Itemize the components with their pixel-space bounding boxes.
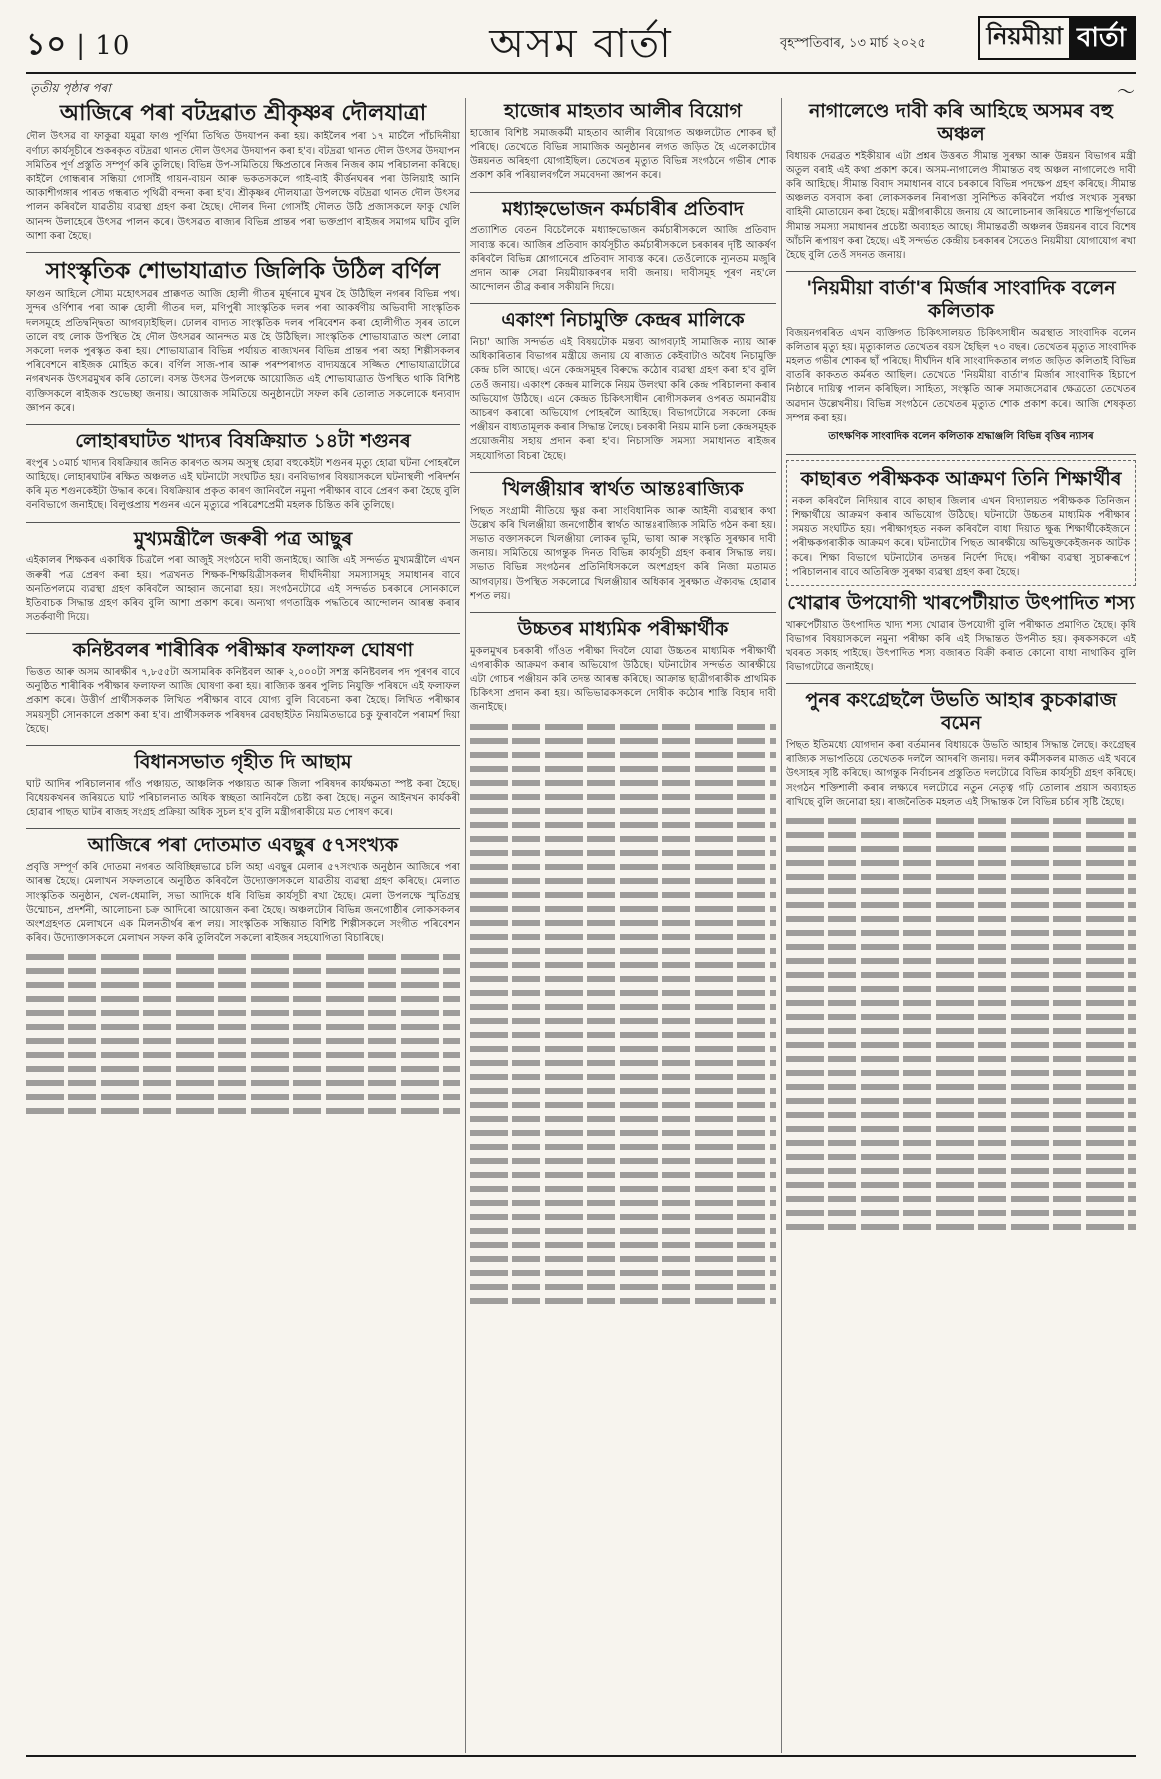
text-continuation	[786, 818, 1136, 1230]
article	[786, 100, 1136, 263]
article-headline: উচ্চতৰ মাধ্যমিক পৰীক্ষাৰ্থীক	[517, 617, 729, 640]
article-divider	[786, 271, 1136, 272]
article-body: পিছত ইতিমধ্যে যোগদান কৰা বৰ্তমানৰ বিধায়কে উভতি আহাৰ সিদ্ধান্ত লৈছে। কংগ্ৰেছৰ ৰাজ্যিক সভাপতিয়ে তেখেতক দললৈ আদৰণি জনায়। দলৰ কৰ্মীসকলৰ মাজত এই খবৰে উৎসাহৰ সৃষ্টি কৰিছে। আগন্তুক নিৰ্বাচনৰ প্ৰস্তুতিত দলটোৱে বিভিন্ন কাৰ্যসূচী গ্ৰহণ কৰিছে। সংগঠন শক্তিশালী কৰাৰ লক্ষ্যৰে দলটোৱে নতুন নেতৃত্ব গঢ়ি তোলাৰ প্ৰয়াস অব্যাহত ৰাখিছে বুলি জনোৱা হয়। ৰাজনৈতিক মহলত এই সিদ্ধান্তক লৈ বিভিন্ন চৰ্চাৰ সৃষ্টি হৈছে।	[786, 740, 1136, 808]
article-body: পিছত সংগ্ৰামী নীতিয়ে ক্ষুণ্ণ কৰা সাংবিধানিক আৰু আইনী ব্যৱস্থাৰ কথা উল্লেখ কৰি খিলঞ্জীয়া জনগোষ্ঠীৰ স্বাৰ্থত আন্তঃৰাজ্যিক সমিতি গঠন কৰা হয়। সভাত বক্তাসকলে খিলঞ্জীয়া লোকৰ ভূমি, ভাষা আৰু সংস্কৃতি সুৰক্ষাৰ দাবী জনায়। সমিতিয়ে আগন্তুক দিনত বিভিন্ন কাৰ্যসূচী গ্ৰহণ কৰাৰ সিদ্ধান্ত লয়। সভাত বিভিন্ন সংগঠনৰ প্ৰতিনিধিসকলে অংশগ্ৰহণ কৰি নিজা মতামত আগবঢ়ায়। উপস্থিত সকলোৱে খিলঞ্জীয়াৰ অধিকাৰ সুৰক্ষাত ঐক্যবদ্ধ হোৱাৰ শপত লয়।	[470, 505, 776, 602]
text-continuation	[470, 724, 776, 1304]
footer-rule	[26, 1755, 1136, 1757]
article-divider	[26, 745, 460, 746]
article-body: মুকলমুখৰ চৰকাৰী গাঁওত পৰীক্ষা দিবলৈ যোৱা উচ্চতৰ মাধ্যমিক পৰীক্ষাৰ্থী এগৰাকীক আক্ৰমণ কৰাৰ অভিযোগ উঠিছে। ঘটনাটোৰ সন্দৰ্ভত আৰক্ষীয়ে এটা গোচৰ পঞ্জীয়ন কৰি তদন্ত আৰম্ভ কৰিছে। আক্ৰান্ত ছাত্ৰীগৰাকীক প্ৰাথমিক চিকিৎসা প্ৰদান কৰা হয়। অভিভাৱকসকলে দোষীক কঠোৰ শাস্তি বিহাৰ দাবী জনাইছে।	[470, 645, 776, 714]
article-headline: খিলঞ্জীয়াৰ স্বাৰ্থত আন্তঃৰাজ্যিক	[502, 477, 744, 500]
dateline: বৃহস্পতিবাৰ, ১৩ মাৰ্চ ২০২৫	[780, 36, 926, 51]
article-divider	[470, 192, 776, 193]
article-divider	[786, 454, 1136, 455]
article-headline: আজিৰে পৰা বটদ্ৰৱাত শ্ৰীকৃষ্ণৰ দৌলযাত্ৰা	[59, 100, 427, 126]
column-left	[26, 98, 460, 1753]
article-divider	[26, 424, 460, 425]
article-body: এইকালৰ শিক্ষকৰ একাধিক চিত্ৰলৈ পৰা আজুই সংগঠনে দাবী জনাইছে। আজি এই সন্দৰ্ভত মুখ্যমন্ত্ৰীলৈ এখন জৰুৰী পত্ৰ প্ৰেৰণ কৰা হয়। পত্ৰখনত শিক্ষক-শিক্ষয়িত্ৰীসকলৰ দীৰ্ঘদিনীয়া সমস্যাসমূহ সমাধানৰ বাবে অনতিপলমে ব্যৱস্থা গ্ৰহণ কৰিবলৈ আহ্বান জনোৱা হয়। সংগঠনটোৱে এই সন্দৰ্ভত চৰকাৰে সোনকালে ইতিবাচক সিদ্ধান্ত গ্ৰহণ কৰিব বুলি আশা প্ৰকাশ কৰে। অন্যথা গণতান্ত্ৰিক পদ্ধতিৰে আন্দোলন আৰম্ভ কৰাৰ সতৰ্কবাণী দিয়ে।	[26, 555, 460, 624]
article-body: ৰংপুৰ ১০মাৰ্চ খাদ্যৰ বিষক্ৰিয়াৰ জনিত কাৰণত অসম অসুস্থ হোৱা বহুকেইটা শগুনৰ মৃত্যু হোৱা ঘটনা পোহৰলৈ আহিছে। লোহাৰঘাটৰ ৰক্ষিত অঞ্চলত এই ঘটনাটো সংঘটিত হয়। বনবিভাগৰ বিষয়াসকলে ঘটনাস্থলী পৰিদৰ্শন কৰি মৃত শগুনকেইটা উদ্ধাৰ কৰে। বিষক্ৰিয়াৰ প্ৰকৃত কাৰণ জানিবলৈ নমুনা পৰীক্ষাৰ বাবে প্ৰেৰণ কৰা হৈছে বুলি বনবিভাগে জনাইছে। বিলুপ্তপ্ৰায় শগুনৰ এনে মৃত্যুৱে পৰিৱেশপ্ৰেমী মহলক চিন্তিত কৰি তুলিছে।	[26, 457, 460, 512]
article-headline: আজিৰে পৰা দোতমাত এবছুৰ ৫৭সংখ্যক	[87, 834, 399, 857]
article	[470, 478, 776, 604]
section-title: অসম বাৰ্তা	[489, 21, 673, 67]
page-number-english: 10	[95, 31, 131, 61]
article-boxed	[786, 460, 1136, 586]
article-body: ঘাট আদিৰ পৰিচালনাৰ গাঁও পঞ্চায়ত, আঞ্চলিক পঞ্চায়ত আৰু জিলা পৰিষদৰ কাৰ্যক্ষমতা স্পষ্ট কৰা হৈছে। বিধেয়কখনৰ জৰিয়তে ঘাট পৰিচালনাত অধিক স্বচ্ছতা আনিবলৈ চেষ্টা কৰা হৈছে। নতুন আইনখন কাৰ্যকৰী হোৱাৰ পাছত ঘাটৰ ৰাজহ সংগ্ৰহ প্ৰক্ৰিয়া অধিক সুচল হ'ব বুলি মন্ত্ৰীগৰাকীয়ে মত পোষণ কৰে।	[26, 778, 460, 819]
text-continuation	[26, 954, 460, 1114]
article-headline: সাংস্কৃতিক শোভাযাত্ৰাত জিলিকি উঠিল বৰ্ণিল	[45, 257, 441, 284]
newspaper-logo	[978, 16, 1136, 60]
article-body: খাৰুপেটীয়াত উৎপাদিত খাদ্য শস্য খোৱাৰ উপযোগী বুলি পৰীক্ষাত প্ৰমাণিত হৈছে। কৃষি বিভাগৰ বিষয়াসকলে নমুনা পৰীক্ষা কৰি এই সিদ্ধান্তত উপনীত হয়। কৃষকসকলে এই খবৰত সকাহ পাইছে। উৎপাদিত শস্য বজাৰত বিক্ৰী কৰাত কোনো বাধা নাথাকিব বুলি বিভাগটোৱে জনাইছে।	[786, 619, 1136, 674]
logo-text-right: বাৰ্তা	[1069, 18, 1134, 58]
masthead-rule	[26, 72, 1136, 74]
article-body: ভিত্তত আৰু অসম আৰক্ষীৰ ৭,৮৫৫টা অসামৰিক কনিষ্টবল আৰু ২,০০০টা সশস্ত্ৰ কনিষ্টবলৰ পদ পূৰণৰ বাবে অনুষ্ঠিত শাৰীৰিক পৰীক্ষাৰ ফলাফল আজি ঘোষণা কৰা হয়। ৰাজ্যিক স্তৰৰ পুলিচ নিযুক্তি পৰিষদে এই ফলাফল প্ৰকাশ কৰে। উত্তীৰ্ণ প্ৰাৰ্থীসকলক লিখিত পৰীক্ষাৰ বাবে যোগ্য বুলি বিবেচনা কৰা হৈছে। লিখিত পৰীক্ষাৰ সময়সূচী সোনকালে প্ৰকাশ কৰা হ'ব। প্ৰাৰ্থীসকলক পৰিষদৰ ৱেবছাইটত নিয়মিতভাৱে চকু ফুৰাবলৈ পৰামৰ্শ দিয়া হৈছে।	[26, 667, 460, 735]
article-body: বিজয়নগৰৰিত এখন ব্যক্তিগত চিকিৎসালয়ত চিকিৎসাধীন অৱস্থাত সাংবাদিক বলেন কলিতাৰ মৃত্যু হয়। মৃত্যুকালত তেখেতৰ বয়স হৈছিল ৭০ বছৰ। তেখেতৰ মৃত্যুত সাংবাদিক মহলত গভীৰ শোকৰ ছাঁ পৰিছে। দীৰ্ঘদিন ধৰি সাংবাদিকতাৰ লগত জড়িত কলিতাই বিভিন্ন বাতৰি কাকতত কৰ্মৰত আছিল। তেখেতে 'নিয়মীয়া বাৰ্তা'ৰ মিৰ্জাৰ সাংবাদিক হিচাপে নিষ্ঠাৰে দায়িত্ব পালন কৰিছিল। সাহিত্য, সংস্কৃতি আৰু সমাজসেৱাৰ ক্ষেত্ৰতো তেখেতৰ অৱদান উল্লেখনীয়। বিভিন্ন সংগঠনে তেখেতৰ মৃত্যুত শোক প্ৰকাশ কৰে। আজি শেষকৃত্য সম্পন্ন কৰা হয়।	[786, 327, 1136, 424]
continued-label: তৃতীয় পৃষ্ঠাৰ পৰা	[30, 81, 111, 95]
article-divider	[786, 683, 1136, 684]
article	[786, 592, 1136, 676]
article-body: নিচা' আজি সন্দৰ্ভত এই বিষয়টোক মন্তব্য আগবঢ়াই সামাজিক ন্যায় আৰু অধিকাৰিতাৰ বিভাগৰ মন্ত্ৰীয়ে জনায় যে ৰাজ্যত কেইবাটাও অবৈধ নিচামুক্তি কেন্দ্ৰ চলি আছে। এনে কেন্দ্ৰসমূহৰ বিৰুদ্ধে কঠোৰ ব্যৱস্থা গ্ৰহণ কৰা হ'ব বুলি তেওঁ জনায়। একাংশ কেন্দ্ৰৰ মালিকে নিয়ম উলংঘা কৰি কেন্দ্ৰ পৰিচালনা কৰাৰ অভিযোগ উঠিছে। এনে কেন্দ্ৰত চিকিৎসাধীন ৰোগীসকলৰ ওপৰত অমানৱীয় আচৰণ কৰাৰো অভিযোগ পোহৰলৈ আহিছে। বিভাগটোৱে সকলো কেন্দ্ৰ পঞ্জীয়ন বাধ্যতামূলক কৰাৰ সিদ্ধান্ত লৈছে। চৰকাৰী নিয়ম মানি চলা কেন্দ্ৰসমূহক প্ৰয়োজনীয় সহায় প্ৰদান কৰা হ'ব। নিচাসক্তি সমস্যা সমাধানত ৰাইজৰ সহযোগিতা বিচৰা হৈছে।	[470, 337, 776, 462]
article	[470, 198, 776, 296]
article	[26, 430, 460, 514]
article-headline: কাছাৰত পৰীক্ষকক আক্ৰমণ তিনি শিক্ষাৰ্থীৰ	[800, 468, 1122, 490]
article-headline: লোহাৰঘাটত খাদ্যৰ বিষক্ৰিয়াত ১৪টা শগুনৰ	[75, 429, 411, 452]
article	[26, 258, 460, 416]
page-number: ১০ | 10	[26, 27, 131, 62]
column-right	[786, 98, 1136, 1753]
article	[786, 277, 1136, 446]
article-body: বিধায়ক দেৱব্ৰত শইকীয়াৰ এটা প্ৰশ্নৰ উত্তৰত সীমান্ত সুৰক্ষা আৰু উন্নয়ন বিভাগৰ মন্ত্ৰী অতুল বৰাই এই কথা প্ৰকাশ কৰে। অসম-নাগালেণ্ড সীমান্তত বহু অঞ্চল নাগালেণ্ডে দাবী কৰি আহিছে। সীমান্ত বিবাদ সমাধানৰ বাবে চৰকাৰে বিভিন্ন পদক্ষেপ গ্ৰহণ কৰিছে। সীমান্ত অঞ্চলত বসবাস কৰা লোকসকলৰ নিৰাপত্তা সুনিশ্চিত কৰিবলৈ পৰ্যাপ্ত সংখ্যক সুৰক্ষা বাহিনী মোতায়েন কৰা হৈছে। মন্ত্ৰীগৰাকীয়ে জনায় যে আলোচনাৰ জৰিয়তে শান্তিপূৰ্ণভাৱে সীমান্ত সমস্যা সমাধানৰ প্ৰচেষ্টা অব্যাহত আছে। সীমান্তৱৰ্তী অঞ্চলৰ উন্নয়নৰ বাবে বিশেষ আঁচনি ৰূপায়ণ কৰা হৈছে। এই সন্দৰ্ভত কেন্দ্ৰীয় চৰকাৰৰ সৈতেও নিয়মীয়া যোগাযোগ ৰখা হৈছে বুলি তেওঁ সদনত জনায়।	[786, 150, 1136, 261]
article	[26, 751, 460, 820]
article-body: নকল কৰিবলৈ নিদিয়াৰ বাবে কাছাৰ জিলাৰ এখন বিদ্যালয়ত পৰীক্ষকক তিনিজন শিক্ষাৰ্থীয়ে আক্ৰমণ কৰাৰ অভিযোগ উঠিছে। ঘটনাটো উচ্চতৰ মাধ্যমিক পৰীক্ষাৰ সময়ত সংঘটিত হয়। পৰীক্ষাগৃহত নকল কৰিবলৈ বাধা দিয়াত ক্ষুব্ধ শিক্ষাৰ্থীকেইজনে পৰীক্ষকগৰাকীক আক্ৰমণ কৰে। ঘটনাটোৰ পিছত আৰক্ষীয়ে অভিযুক্তকেইজনক আটক কৰে। শিক্ষা বিভাগে ঘটনাটোৰ তদন্তৰ নিৰ্দেশ দিছে। পৰীক্ষা ব্যৱস্থা সুচাৰুৰূপে পৰিচালনাৰ বাবে অতিৰিক্ত সুৰক্ষা ব্যৱস্থা গ্ৰহণ কৰা হৈছে।	[792, 495, 1130, 578]
article	[470, 100, 776, 184]
article	[470, 309, 776, 463]
article	[26, 834, 460, 946]
article-divider	[470, 303, 776, 304]
article-headline: কনিষ্টবলৰ শাৰীৰিক পৰীক্ষাৰ ফলাফল ঘোষণা	[72, 639, 414, 662]
column-divider	[465, 98, 466, 1753]
article-headline: নাগালেণ্ডে দাবী কৰি আহিছে অসমৰ বহু অঞ্চল	[808, 100, 1114, 145]
article-headline: 'নিয়মীয়া বাৰ্তা'ৰ মিৰ্জাৰ সাংবাদিক বলেন কলিতাক	[806, 277, 1116, 322]
article-divider	[26, 828, 460, 829]
article-headline: খোৱাৰ উপযোগী খাৰপেটীয়াত উৎপাদিত শস্য	[787, 591, 1135, 614]
article-divider	[470, 612, 776, 613]
article-headline: মধ্যাহ্নভোজন কৰ্মচাৰীৰ প্ৰতিবাদ	[502, 197, 744, 220]
article	[26, 639, 460, 737]
column-divider	[781, 98, 782, 1753]
ornament-icon: 〜	[1117, 82, 1135, 103]
article-divider	[26, 252, 460, 253]
article-byline: তাৎক্ষণিক সাংবাদিক বলেন কলিতাক শ্ৰদ্ধাঞ্জলি বিভিন্ন বৃত্তিৰ ন্যাসৰ	[828, 431, 1094, 442]
article-body: দৌল উৎসৱ বা ফাকুৱা যমুৱা ফাগু পূৰ্ণিমা তিথিত উদযাপন কৰা হয়। কাইলৈৰ পৰা ১৭ মাৰ্চলৈ পাঁচদিনীয়া বৰ্ণাঢ্য কাৰ্যসূচীৰে শুকৰকৃত বটদ্ৰৱা থানত দৌল উৎসৱ উদযাপন কৰা হ'ব। বটদ্ৰৱা থানত দৌল উৎসৱ উদযাপন সমিতিৰ পূৰ্ণ প্ৰস্তুতি সম্পূৰ্ণ কৰি তুলিছে। বিভিন্ন উপ-সমিতিয়ে ক্ষিপ্ৰতাৰে নিজৰ নিজৰ কাম পৰিচালনা কৰিছে। কাইলৈ গোন্ধৰাৰ সন্ধিয়া গোসাঁই গায়ন-বায়ন আৰু ভকতসকলে গাই-বাই কীৰ্ত্তনঘৰৰ পৰা উলিয়াই আনি আকাশীগঙ্গাৰ পাৰত গন্ধৰাত পৃথিৱী বন্দনা কৰা হ'ব। শ্ৰীকৃষ্ণৰ দৌলযাত্ৰা উপলক্ষে বটদ্ৰৱা থানত দৌল উৎসৱ পালন কৰিবলৈ যাৱতীয় ব্যৱস্থা গ্ৰহণ কৰা হৈছে। দৌলৰ দিনা গোসাঁই দৌলত উঠি প্ৰজাসকলে ফাকু খেলি আনন্দ উলাহেৰে উৎসৱ পালন কৰে। উৎসৱত ৰাজ্যৰ বিভিন্ন প্ৰান্তৰ পৰা ভক্তপ্ৰাণ ৰাইজৰ সমাগম ঘটিব বুলি আশা কৰা হৈছে।	[26, 131, 460, 242]
article-headline: বিধানসভাত গৃহীত দি আছাম	[134, 750, 352, 773]
article	[470, 618, 776, 716]
page-number-assamese: ১০	[26, 27, 67, 62]
article-headline: মুখ্যমন্ত্ৰীলৈ জৰুৰী পত্ৰ আছুৰ	[133, 527, 353, 550]
article	[786, 689, 1136, 810]
article-body: ফাগুন আহিলে সৌম্য মহোৎসৱৰ প্ৰাক্কণত আজি হোলী গীতৰ মূৰ্ছনাৰে মুখৰ হৈ উঠিছিল নগৰৰ বিভিন্ন পথ। সুন্দৰ ওৰ্ণিশাৰ পৰা আৰু হোলী গীতৰ দল, মণিপুৰী সাংস্কৃতিক দলৰ পৰা আকৰ্ষণীয় অভিবাদী সাংস্কৃতিক দলসমূহে প্ৰতিদ্বন্দ্বিতা আগবঢ়াইছিল। ঢোলৰ বাদ্যত সাংস্কৃতিক দলৰ পৰিবেশন কৰা হোলীগীত সৃৰৰ তালে তালে বহু লোক উপস্থিত হৈ দৌল উৎসৱৰ আনন্দত মত্ত হৈ উঠিছিল। সাংস্কৃতিক শোভাযাত্ৰাত অংশ লোৱা সকলো দলক পুৰস্কৃত কৰা হয়। শোভাযাত্ৰাৰ বিভিন্ন পৰ্যায়ত ৰাজ্যখনৰ বিভিন্ন প্ৰান্তৰ পৰা অহা শিল্পীসকলৰ পৰিবেশনে ৰাইজক মোহিত কৰে। বৰ্ণিল সাজ-পাৰ আৰু পৰম্পৰাগত বাদ্যযন্ত্ৰৰে সজ্জিত শোভাযাত্ৰাটোৱে নগৰখনক উৎসৱমুখৰ কৰি তোলে। বসন্ত উৎসৱ উপলক্ষে আয়োজিত এই শোভাযাত্ৰাত উপস্থিত থাকি বিশিষ্ট ব্যক্তিসকলে ৰাইজক শুভেচ্ছা জনায়। আয়োজক সমিতিয়ে অনুষ্ঠানটো সফল কৰি তোলাত সকলোকে ধন্যবাদ জ্ঞাপন কৰে।	[26, 289, 460, 414]
article-headline: একাংশ নিচামুক্তি কেন্দ্ৰৰ মালিকে	[501, 309, 745, 332]
article-body: প্ৰত্যাশিত বেতন বিচেলৈকে মধ্যাহ্নভোজন কৰ্মচাৰীসকলে আজি প্ৰতিবাদ সাব্যস্ত কৰে। আজিৰ প্ৰতিবাদ কাৰ্যসূচীত কৰ্মচাৰীসকলে চৰকাৰৰ দৃষ্টি আকৰ্ষণ কৰিবলৈ বিভিন্ন শ্লোগানেৰে প্ৰতিবাদ সাব্যস্ত কৰে। তেওঁলোকে ন্যূনতম মজুৰি প্ৰদান আৰু সেৱা নিয়মীয়াকৰণৰ দাবী জনায়। দাবীসমূহ পূৰণ নহ'লে আন্দোলন তীব্ৰ কৰাৰ সকীয়নি দিয়ে।	[470, 225, 776, 294]
masthead	[26, 12, 1136, 70]
article-divider	[26, 633, 460, 634]
article-headline: পুনৰ কংগ্ৰেছলৈ উভতি আহাৰ কুচকাৱাজ বমেন	[805, 689, 1117, 735]
article-body: হাজোৰ বিশিষ্ট সমাজকৰ্মী মাহতাব আলীৰ বিয়োগত অঞ্চলটোত শোকৰ ছাঁ পৰিছে। তেখেতে বিভিন্ন সামাজিক অনুষ্ঠানৰ লগত জড়িত হৈ এলেকাটোৰ উন্নয়নত অৰিহণা যোগাইছিল। তেখেতৰ মৃত্যুত বিভিন্ন সংগঠনে গভীৰ শোক প্ৰকাশ কৰি পৰিয়ালবৰ্গলৈ সমবেদনা জ্ঞাপন কৰে।	[470, 127, 776, 182]
column-middle	[470, 98, 776, 1753]
article	[26, 100, 460, 244]
article-divider	[470, 472, 776, 473]
article-headline: হাজোৰ মাহতাব আলীৰ বিয়োগ	[504, 100, 742, 122]
article	[26, 528, 460, 626]
logo-text-left: নিয়মীয়া	[986, 22, 1063, 50]
article-divider	[26, 522, 460, 523]
article-body: প্ৰবৃত্তি সম্পূৰ্ণ কৰি দোতমা নগৰত অবিচ্ছিন্নভাৱে চলি অহা এবছুৰ মেলাৰ ৫৭সংখ্যক অনুষ্ঠান আজিৰে পৰা আৰম্ভ হৈছে। মেলাখন সফলতাৰে অনুষ্ঠিত কৰিবলৈ উদ্যোক্তাসকলে যাৱতীয় ব্যৱস্থা গ্ৰহণ কৰিছে। মেলাত সাংস্কৃতিক অনুষ্ঠান, খেল-ধেমালি, সভা আদিকে ধৰি বিভিন্ন কাৰ্যসূচী ৰখা হৈছে। মেলা উপলক্ষে স্মৃতিগ্ৰন্থ উন্মোচন, প্ৰদৰ্শনী, আলোচনা চক্ৰ আদিৰো আয়োজন কৰা হৈছে। অঞ্চলটোৰ বিভিন্ন জনগোষ্ঠীৰ লোকসকলৰ অংশগ্ৰহণত মেলাখনে এক মিলনতীৰ্থৰ ৰূপ লয়। সাংস্কৃতিক সন্ধিয়াত বিশিষ্ট শিল্পীসকলে সংগীত পৰিবেশন কৰিব। উদ্যোক্তাসকলে মেলাখন সফল কৰি তুলিবলৈ সকলো ৰাইজৰ সহযোগিতা বিচাৰিছে।	[26, 862, 460, 945]
